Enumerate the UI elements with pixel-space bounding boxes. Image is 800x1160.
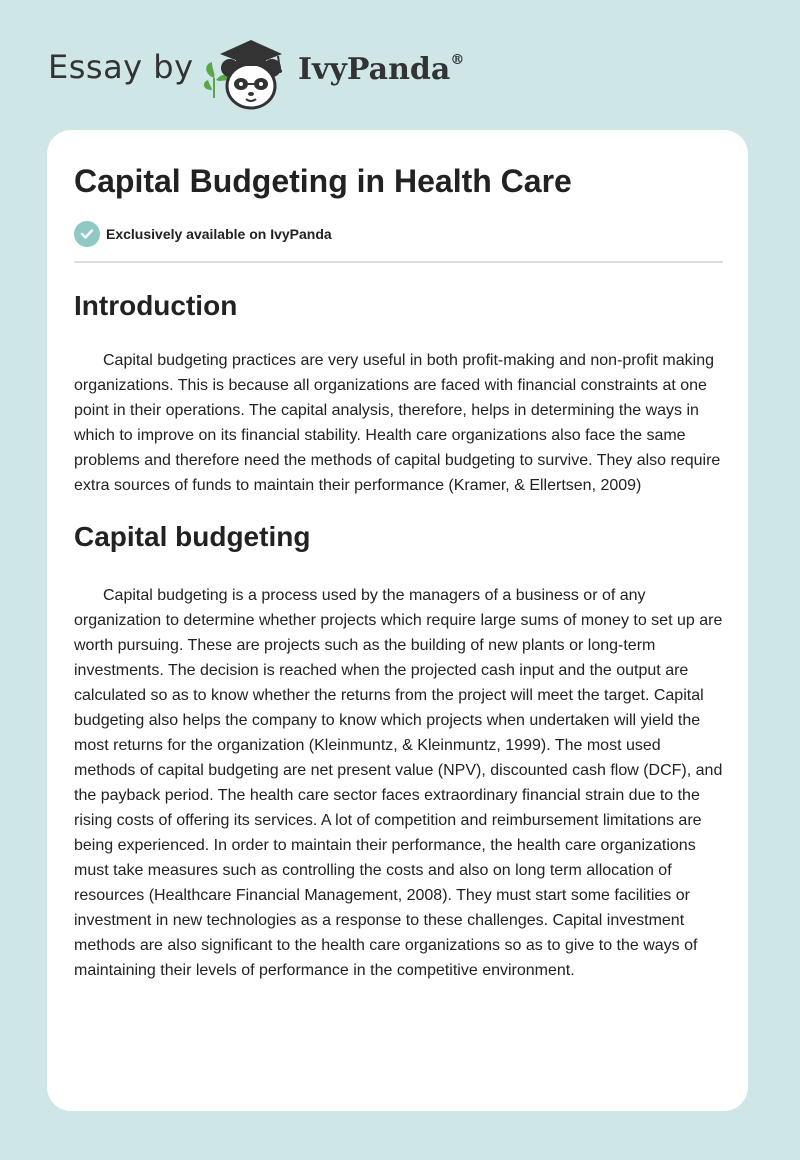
page-title: Capital Budgeting in Health Care <box>74 163 572 199</box>
article-body <box>74 280 726 983</box>
check-icon <box>74 221 100 247</box>
divider <box>74 261 723 263</box>
brand-name[interactable] <box>298 52 464 87</box>
section-heading-capital-budgeting: Capital budgeting <box>74 521 311 552</box>
essay-by-label: Essay by <box>48 48 194 86</box>
site-header <box>0 0 800 130</box>
registered-mark: ® <box>450 52 465 68</box>
section-paragraph-introduction: Capital budgeting practices are very useful in both profit-making and non-profit making organizations. This is because all organizations are faced with financial constraints at one point in their operations. The capital analysis, therefore, helps in determining the ways in which to improve on its financial stability. Health care organizations also face the same problems and therefore need the methods of capital budgeting to survive. They also require extra sources of funds to maintain their performance (Kramer, & Ellertsen, 2009) <box>74 352 721 494</box>
section-paragraph-capital-budgeting: Capital budgeting is a process used by the managers of a business or of any organization to determine whether projects which require large sums of money to set up are worth pursuing. These are projects such as the building of new plants or long-term investments. The decision is reached when the projected cash input and the output are calculated so as to know whether the returns from the project will meet the target. Capital budgeting also helps the company to know which projects when undertaken will yield the most returns for the organization (Kleinmuntz, & Kleinmuntz, 1999). The most used methods of capital budgeting are net present value (NPV), discounted cash flow (DCF), and the payback period. The health care sector faces extraordinary financial strain due to the rising costs of offering its services. A lot of competition and reimbursement limitations are being experienced. In order to maintain their performance, the health care organizations must take measures such as controlling the costs and also on long term allocation of resources (Healthcare Financial Management, 2008). They must start some facilities or investment in new technologies as a response to these challenges. Capital investment methods are also significant to the health care organizations so as to give to the ways of maintaining their levels of performance in the competitive environment. <box>74 587 723 979</box>
badge-text: Exclusively available on IvyPanda <box>106 226 332 242</box>
brand-label: IvyPanda <box>298 52 451 87</box>
article-card <box>47 130 748 1111</box>
exclusive-badge <box>74 221 332 247</box>
section-heading-introduction: Introduction <box>74 290 238 321</box>
ivypanda-logo-icon[interactable] <box>198 34 294 114</box>
